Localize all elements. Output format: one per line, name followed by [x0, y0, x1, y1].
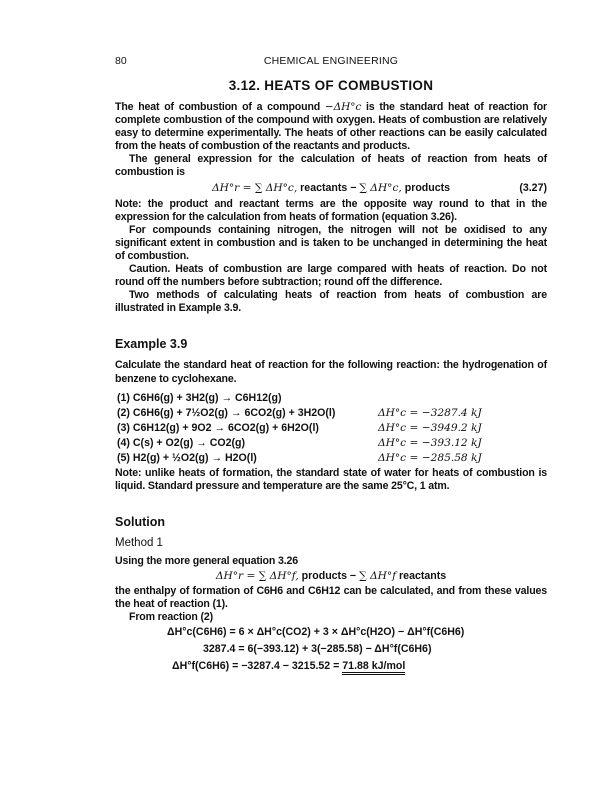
eq-3-26-reactants: reactants [396, 569, 447, 582]
note-water-standard-state: Note: unlike heats of formation, the standard state of water for heats of combustion is liquid. Standard pressure and temperature are the same 25°C, 1 atm. [115, 466, 547, 492]
text-column [115, 76, 547, 675]
page-number: 80 [115, 55, 127, 67]
reaction-equation: (3) C6H12(g) + 9O2 → 6CO2(g) + 6H2O(l) [117, 421, 319, 434]
reaction-row [115, 452, 547, 467]
solution-title: Solution [115, 514, 165, 529]
equation-3-27 [115, 180, 547, 198]
calc-line-3 [115, 658, 547, 675]
equation-3-26 [115, 568, 547, 585]
reaction-enthalpy: ΔH°c = −3287.4 kJ [378, 406, 482, 419]
example-title: Example 3.9 [115, 337, 188, 352]
para1-text-b: is the standard heat of reaction for complete combustion of the compound with oxygen. Heats of combustion are relatively easy to determine experimentally. The heats of other reactions can be easily calculated from the heats of combustion of the reactants and products. [115, 101, 547, 153]
eq-3-26-products: products − [298, 569, 360, 582]
section-title: 3.12. HEATS OF COMBUSTION [228, 78, 434, 93]
paragraph-heat-of-combustion [115, 101, 547, 153]
method-heading: Method 1 [115, 536, 163, 549]
using-equation-text: Using the more general equation 3.26 [115, 554, 298, 567]
reaction-row [115, 437, 547, 452]
eq-3-26-lhs: ΔH°r = ∑ ΔH°f, [215, 569, 299, 582]
calc-line-3-expression: ΔH°f(C6H6) = −3287.4 − 3215.52 = [172, 660, 343, 673]
calc-line-2: 3287.4 = 6(−393.12) + 3(−285.58) − ΔH°f(C6H6) [203, 643, 432, 656]
eq-3-27-sum2: ∑ ΔH°c, [359, 181, 402, 194]
reaction-equation: (2) C6H6(g) + 7½O2(g) → 6CO2(g) + 3H2O(l) [117, 406, 336, 419]
calc-line-1: ΔH°c(C6H6) = 6 × ΔH°c(CO2) + 3 × ΔH°c(H2O) − ΔH°f(C6H6) [167, 626, 465, 639]
reaction-row [115, 407, 547, 422]
eq-3-27-products: products [401, 181, 451, 194]
reaction-equation: (5) H2(g) + ½O2(g) → H2O(l) [117, 451, 257, 464]
paragraph-caution: Caution. Heats of combustion are large compared with heats of reaction. Do not round off the numbers before subtraction; round off the difference. [115, 263, 547, 289]
reaction-row [115, 422, 547, 437]
reaction-equation: (1) C6H6(g) + 3H2(g) → C6H12(g) [117, 391, 282, 404]
reaction-enthalpy: ΔH°c = −285.58 kJ [378, 451, 482, 464]
eq-3-27-lhs: ΔH°r = ∑ ΔH°c, [211, 181, 298, 194]
equation-3-27-body [115, 182, 547, 194]
delta-h-combustion-symbol: −ΔH°c [324, 101, 362, 113]
from-reaction-text: From reaction (2) [129, 611, 213, 624]
running-title: CHEMICAL ENGINEERING [263, 55, 399, 67]
paragraph-two-methods: Two methods of calculating heats of reaction from heats of combustion are illustrated in Example 3.9. [115, 289, 547, 315]
final-answer: 71.88 kJ/mol [342, 660, 405, 675]
reaction-list [115, 392, 547, 467]
reaction-equation: (4) C(s) + O2(g) → CO2(g) [117, 436, 246, 449]
reaction-enthalpy: ΔH°c = −3949.2 kJ [378, 421, 482, 434]
eq-3-26-sum2: ∑ ΔH°f [359, 569, 397, 582]
reaction-enthalpy: ΔH°c = −393.12 kJ [378, 436, 482, 449]
paragraph-nitrogen: For compounds containing nitrogen, the nitrogen will not be oxidised to any significant extent in combustion and is taken to be unchanged in determining the heat of combustion. [115, 223, 547, 262]
note-opposite-terms: Note: the product and reactant terms are the opposite way round to that in the expression for the calculation from heats of formation (equation 3.26). [115, 197, 547, 223]
para1-text-a: The heat of combustion of a compound [115, 101, 325, 113]
paragraph-general-expression: The general expression for the calculation of heats of reaction from heats of combustion is [115, 153, 547, 179]
equation-number: (3.27) [519, 181, 547, 194]
solution-paragraph: the enthalpy of formation of C6H6 and C6H12 can be calculated, and from these values the heat of reaction (1). [115, 584, 547, 610]
reaction-row [115, 392, 547, 407]
eq-3-27-reactants: reactants − [297, 181, 360, 194]
example-intro: Calculate the standard heat of reaction for the following reaction: the hydrogenation of benzene to cyclohexane. [115, 359, 547, 385]
